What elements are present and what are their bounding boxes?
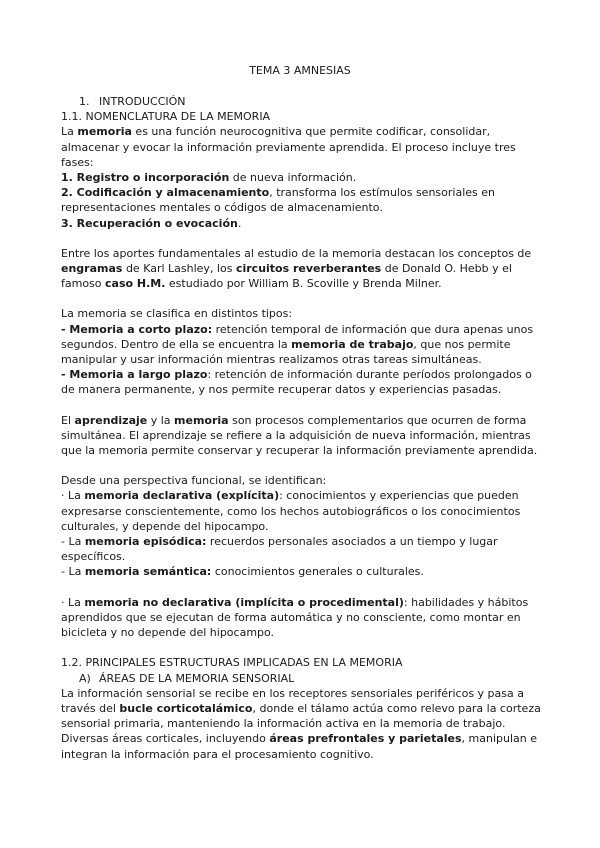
- heading-label: ÁREAS DE LA MEMORIA SENSORIAL: [99, 671, 295, 685]
- heading-introduccion: [61, 94, 541, 109]
- paragraph-funcional-intro: Desde una perspectiva funcional, se identifican:: [61, 474, 327, 488]
- document-title: TEMA 3 AMNESIAS: [249, 64, 351, 77]
- list-item-largo-plazo: - Memoria a largo plazo: retención de información durante períodos prolongados o de manera permanente, y nos permite recuperar datos y experiencias pasadas.: [61, 368, 532, 397]
- list-item-episodica: - La memoria episódica: recuerdos personales asociados a un tiempo y lugar específicos.: [61, 535, 498, 564]
- heading-number: 1.: [79, 95, 90, 108]
- heading-nomenclatura: 1.1. NOMENCLATURA DE LA MEMORIA: [61, 110, 271, 124]
- heading-number: A): [79, 671, 91, 685]
- paragraph-tipos-intro: La memoria se clasifica en distintos tipos:: [61, 307, 293, 321]
- list-item-semantica: - La memoria semántica: conocimientos generales o culturales.: [61, 565, 424, 579]
- list-item-corto-plazo: - Memoria a corto plazo: retención temporal de información que dura apenas unos segundos. Dentro de ella se encuentra la memoria de trabajo, que nos permite manipular y usar información mientras realizamos otras tareas simultáneas.: [61, 322, 534, 367]
- document-body: [61, 94, 541, 762]
- heading-areas-sensorial: [61, 671, 541, 686]
- list-item-phase-1: 1. Registro o incorporación de nueva información.: [61, 171, 357, 185]
- list-item-phase-2: 2. Codificación y almacenamiento, transforma los estímulos sensoriales en representaciones mentales o códigos de almacenamiento.: [61, 186, 495, 215]
- heading-estructuras: 1.2. PRINCIPALES ESTRUCTURAS IMPLICADAS EN LA MEMORIA: [61, 656, 403, 670]
- list-item-declarativa: · La memoria declarativa (explícita): conocimientos y experiencias que pueden expresarse conscientemente, como los hechos autobiográficos o los conocimientos culturales, y depende del hipocampo.: [61, 489, 521, 533]
- paragraph-aportes: Entre los aportes fundamentales al estudio de la memoria destacan los conceptos de engramas de Karl Lashley, los circuitos reverberantes de Donald O. Hebb y el famoso caso H.M. estudiado por William B. Scoville y Brenda Milner.: [61, 246, 532, 291]
- list-item-no-declarativa: · La memoria no declarativa (implícita o procedimental): habilidades y hábitos aprendidos que se ejecutan de forma automática y no consciente, como montar en bicicleta y no depende del hipocampo.: [61, 595, 529, 640]
- paragraph-definicion: La memoria es una función neurocognitiva que permite codificar, consolidar, almacenar y evocar la información previamente aprendida. El proceso incluye tres fases:: [61, 125, 516, 169]
- paragraph-sensorial: La información sensorial se recibe en los receptores sensoriales periféricos y pasa a través del bucle corticotalámico, donde el tálamo actúa como relevo para la corteza sensorial primaria, manteniendo la información activa en la memoria de trabajo. Diversas áreas corticales, incluyendo áreas prefrontales y parietales, manipulan e integran la información para el procesamiento cognitivo.: [61, 686, 541, 761]
- paragraph-aprendizaje: El aprendizaje y la memoria son procesos complementarios que ocurren de forma simultánea. El aprendizaje se refiere a la adquisición de nueva información, mientras que la memoria permite conservar y recuperar la información previamente aprendida.: [61, 413, 538, 458]
- heading-label: INTRODUCCIÓN: [99, 95, 186, 108]
- list-item-phase-3: 3. Recuperación o evocación.: [61, 216, 242, 230]
